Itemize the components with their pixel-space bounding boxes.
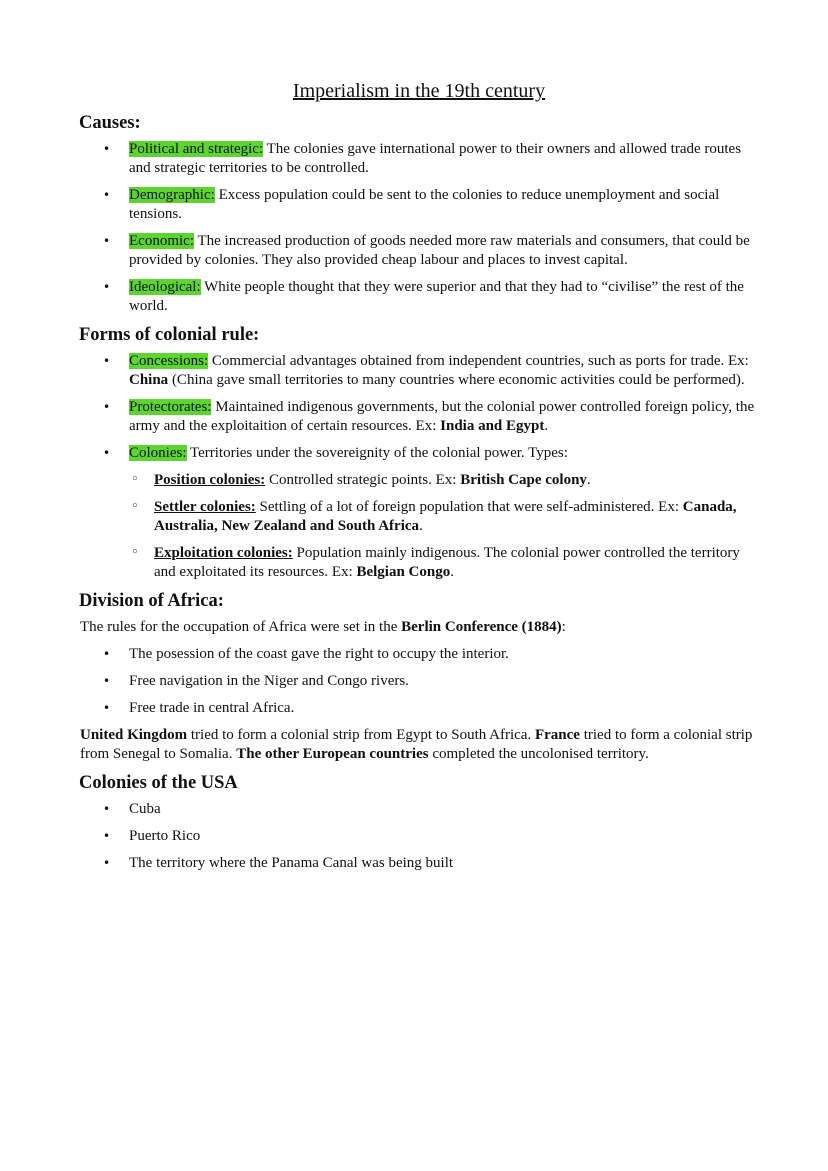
example-bold: China — [129, 372, 169, 388]
list-item — [80, 232, 758, 270]
para-text: completed the uncolonised territory. — [428, 746, 649, 762]
list-item-protectorates — [80, 398, 758, 436]
country-bold: United Kingdom — [80, 727, 188, 743]
item-text: . — [586, 472, 591, 488]
para-text: The rules for the occupation of Africa were set in the — [80, 619, 402, 635]
item-text: Territories under the sovereignity of the colonial power. Types: — [186, 445, 568, 461]
highlight-label: Concessions: — [129, 353, 209, 369]
forms-list — [80, 352, 758, 582]
list-item-concessions — [80, 352, 758, 390]
item-text: . — [419, 518, 423, 534]
sub-list-item — [129, 544, 758, 582]
colony-types-list — [129, 471, 758, 582]
example-bold: Belgian Congo — [356, 564, 451, 580]
item-text: Maintained indigenous governments, but the colonial power controlled foreign policy, the army and the exploitaition of certain resources. Ex: — [129, 399, 755, 434]
heading-forms: Forms of colonial rule: — [79, 325, 260, 345]
item-text: . — [544, 418, 549, 434]
section-causes — [80, 112, 758, 316]
heading-usa: Colonies of the USA — [79, 773, 238, 793]
list-item: • The territory where the Panama Canal was being built — [80, 854, 758, 873]
usa-colonies-list — [80, 800, 758, 873]
causes-list — [80, 140, 758, 316]
type-label: Settler colonies: — [154, 499, 256, 515]
list-item: • Free navigation in the Niger and Congo rivers. — [80, 672, 758, 691]
example-bold: Canada, Australia, New Zealand and South Africa — [154, 499, 737, 534]
item-text: White people thought that they were superior and that they had to “civilise” the rest of the world. — [129, 279, 744, 314]
highlight-label: Ideological: — [129, 279, 201, 295]
type-label: Position colonies: — [154, 472, 266, 488]
section-division-of-africa — [80, 590, 758, 764]
para-text: tried to form a colonial strip from Egypt to South Africa. — [187, 727, 535, 743]
item-text: Controlled strategic points. Ex: — [265, 472, 461, 488]
africa-powers-paragraph — [80, 726, 758, 764]
highlight-label: Political and strategic: — [129, 141, 264, 157]
list-item: • Free trade in central Africa. — [80, 699, 758, 718]
highlight-label: Economic: — [129, 233, 194, 249]
example-bold: British Cape colony — [460, 472, 587, 488]
section-forms-of-colonial-rule — [80, 324, 758, 582]
item-text: Commercial advantages obtained from independent countries, such as ports for trade. Ex: — [208, 353, 749, 369]
item-text: (China gave small territories to many countries where economic activities could be performed). — [168, 372, 745, 388]
list-item — [80, 186, 758, 224]
list-item — [80, 278, 758, 316]
list-item: • The posession of the coast gave the right to occupy the interior. — [80, 645, 758, 664]
section-colonies-of-usa — [80, 772, 758, 873]
list-item: • Puerto Rico — [80, 827, 758, 846]
item-text: . — [450, 564, 454, 580]
country-bold: The other European countries — [236, 746, 429, 762]
item-text: The colonies gave international power to their owners and allowed trade routes and strategic territories to be controlled. — [129, 141, 742, 176]
highlight-label: Colonies: — [129, 445, 187, 461]
example-bold: India and Egypt — [440, 418, 545, 434]
heading-africa: Division of Africa: — [79, 591, 224, 611]
highlight-label: Protectorates: — [129, 399, 212, 415]
item-text: Excess population could be sent to the colonies to reduce unemployment and social tensions. — [129, 187, 720, 222]
sub-list-item — [129, 498, 758, 536]
list-item: • Cuba — [80, 800, 758, 819]
heading-causes: Causes: — [79, 113, 141, 133]
page-title: Imperialism in the 19th century — [292, 80, 546, 102]
sub-list-item — [129, 471, 758, 490]
list-item-colonies — [80, 444, 758, 582]
para-text: tried to form a colonial strip from Senegal to Somalia. — [80, 727, 753, 762]
para-text: : — [561, 619, 566, 635]
item-text: Settling of a lot of foreign population that were self-administered. Ex: — [255, 499, 683, 515]
item-text: Population mainly indigenous. The colonial power controlled the territory and exploitated its resources. Ex: — [154, 545, 740, 580]
highlight-label: Demographic: — [129, 187, 215, 203]
type-label: Exploitation colonies: — [154, 545, 293, 561]
list-item — [80, 140, 758, 178]
item-text: The increased production of goods needed more raw materials and consumers, that could be provided by colonies. They also provided cheap labour and places to invest capital. — [129, 233, 750, 268]
conference-bold: Berlin Conference (1884) — [401, 619, 562, 635]
country-bold: France — [534, 727, 580, 743]
africa-intro — [80, 618, 758, 637]
africa-rules-list — [80, 645, 758, 718]
